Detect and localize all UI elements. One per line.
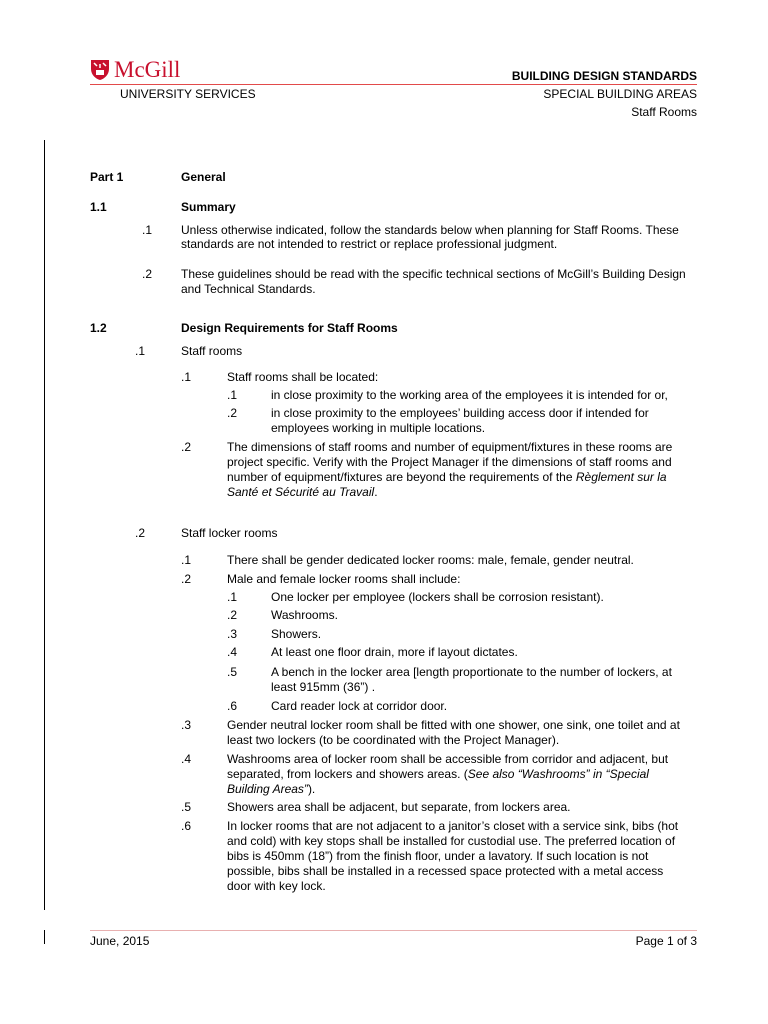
regulation-name: Règlement sur la xyxy=(575,470,667,484)
item-number: .3 xyxy=(181,718,192,732)
paragraph-line: possible, bibs shall be installed in a recessed space protected with a metal access xyxy=(227,864,664,878)
logo-wordmark: McGill xyxy=(114,57,181,82)
paragraph-line: least two lockers (to be coordinated with the Project Manager). xyxy=(227,733,560,747)
regulation-name: Santé et Sécurité au Travail xyxy=(227,485,375,499)
section-number: 1.1 xyxy=(90,200,107,214)
item-number: .4 xyxy=(181,752,192,766)
paragraph-line: and cold) with key stops shall be installed for custodial use. The preferred location of xyxy=(227,834,676,848)
paragraph-line: Gender neutral locker room shall be fitted with one shower, one sink, one toilet and at xyxy=(227,718,680,732)
paragraph-line: Showers. xyxy=(271,627,322,641)
paragraph-line: and Technical Standards. xyxy=(181,282,316,296)
item-number: .1 xyxy=(181,370,192,384)
section-title: Design Requirements for Staff Rooms xyxy=(181,321,398,335)
subsection-title: Staff locker rooms xyxy=(181,526,278,540)
item-number: .6 xyxy=(227,699,238,713)
paragraph-line: bibs is 450mm (18”) from the finish floor, under a lavatory. If such location is not xyxy=(227,849,649,863)
document-title: BUILDING DESIGN STANDARDS xyxy=(511,69,697,83)
paragraph-line: Washrooms area of locker room shall be accessible from corridor and adjacent, but xyxy=(227,752,669,766)
part-title: General xyxy=(181,170,226,184)
item-number: .1 xyxy=(227,590,238,604)
text-run: ). xyxy=(307,782,316,796)
paragraph-line: in close proximity to the working area of the employees it is intended for or, xyxy=(271,388,668,402)
item-number: .1 xyxy=(181,553,192,567)
item-number: .5 xyxy=(227,665,238,679)
paragraph-line xyxy=(227,782,315,797)
text-run: number of equipment/fixtures are beyond the requirements of the xyxy=(227,470,576,484)
item-number: .4 xyxy=(227,645,238,659)
subsection-title: Staff rooms xyxy=(181,344,243,358)
item-number: .6 xyxy=(181,819,192,833)
cross-reference: Building Areas” xyxy=(227,782,308,796)
header-rule xyxy=(90,84,697,85)
section-number: 1.2 xyxy=(90,321,107,335)
revision-bar-footer xyxy=(44,930,45,944)
paragraph-line: door with key lock. xyxy=(227,879,326,893)
page-number: Page 1 of 3 xyxy=(635,934,697,948)
paragraph-line xyxy=(227,485,378,500)
item-number: .2 xyxy=(135,526,146,540)
paragraph-line: A bench in the locker area [length proportionate to the number of lockers, at xyxy=(271,665,672,679)
paragraph-line: At least one floor drain, more if layout dictates. xyxy=(271,645,518,659)
paragraph-line: The dimensions of staff rooms and number of equipment/fixtures in these rooms are xyxy=(227,440,673,454)
section-name: SPECIAL BUILDING AREAS xyxy=(543,87,697,101)
paragraph-line: Showers area shall be adjacent, but separate, from lockers area. xyxy=(227,800,571,814)
paragraph-line: Unless otherwise indicated, follow the standards below when planning for Staff Rooms. These xyxy=(181,223,679,237)
item-number: .2 xyxy=(227,406,238,420)
item-number: .2 xyxy=(181,440,192,454)
footer-rule xyxy=(90,930,697,931)
topic-name: Staff Rooms xyxy=(631,105,697,119)
paragraph-line: These guidelines should be read with the specific technical sections of McGill’s Building Design xyxy=(181,267,686,281)
paragraph-line: employees working in multiple locations. xyxy=(271,421,486,435)
paragraph-line: Card reader lock at corridor door. xyxy=(271,699,448,713)
crest-icon xyxy=(90,59,110,81)
mcgill-logo xyxy=(90,58,180,82)
unit-name: UNIVERSITY SERVICES xyxy=(120,87,256,101)
footer-date: June, 2015 xyxy=(90,934,150,948)
section-title: Summary xyxy=(181,200,236,214)
paragraph-line xyxy=(227,470,667,485)
item-number: .1 xyxy=(135,344,146,358)
paragraph-line xyxy=(227,767,649,782)
paragraph-line: standards are not intended to restrict or replace professional judgment. xyxy=(181,237,558,251)
cross-reference: See also “Washrooms” in “Special xyxy=(467,767,649,781)
paragraph-line: One locker per employee (lockers shall be corrosion resistant). xyxy=(271,590,604,604)
paragraph-line: project specific. Verify with the Project Manager if the dimensions of staff rooms and xyxy=(227,455,672,469)
paragraph-line: Male and female locker rooms shall include: xyxy=(227,572,461,586)
item-number: .5 xyxy=(181,800,192,814)
paragraph-line: Washrooms. xyxy=(271,608,338,622)
item-number: .2 xyxy=(181,572,192,586)
item-number: .2 xyxy=(227,608,238,622)
text-run: separated, from lockers and showers areas. ( xyxy=(227,767,468,781)
item-number: .3 xyxy=(227,627,238,641)
paragraph-line: in close proximity to the employees’ building access door if intended for xyxy=(271,406,649,420)
paragraph-line: In locker rooms that are not adjacent to a janitor’s closet with a service sink, bibs (hot xyxy=(227,819,679,833)
revision-bar xyxy=(44,140,45,910)
part-number: Part 1 xyxy=(90,170,124,184)
text-run: . xyxy=(374,485,378,499)
item-number: .2 xyxy=(142,267,153,281)
paragraph-line: Staff rooms shall be located: xyxy=(227,370,379,384)
paragraph-line: There shall be gender dedicated locker rooms: male, female, gender neutral. xyxy=(227,553,634,567)
paragraph-line: least 915mm (36”) . xyxy=(271,680,376,694)
item-number: .1 xyxy=(142,223,153,237)
item-number: .1 xyxy=(227,388,238,402)
